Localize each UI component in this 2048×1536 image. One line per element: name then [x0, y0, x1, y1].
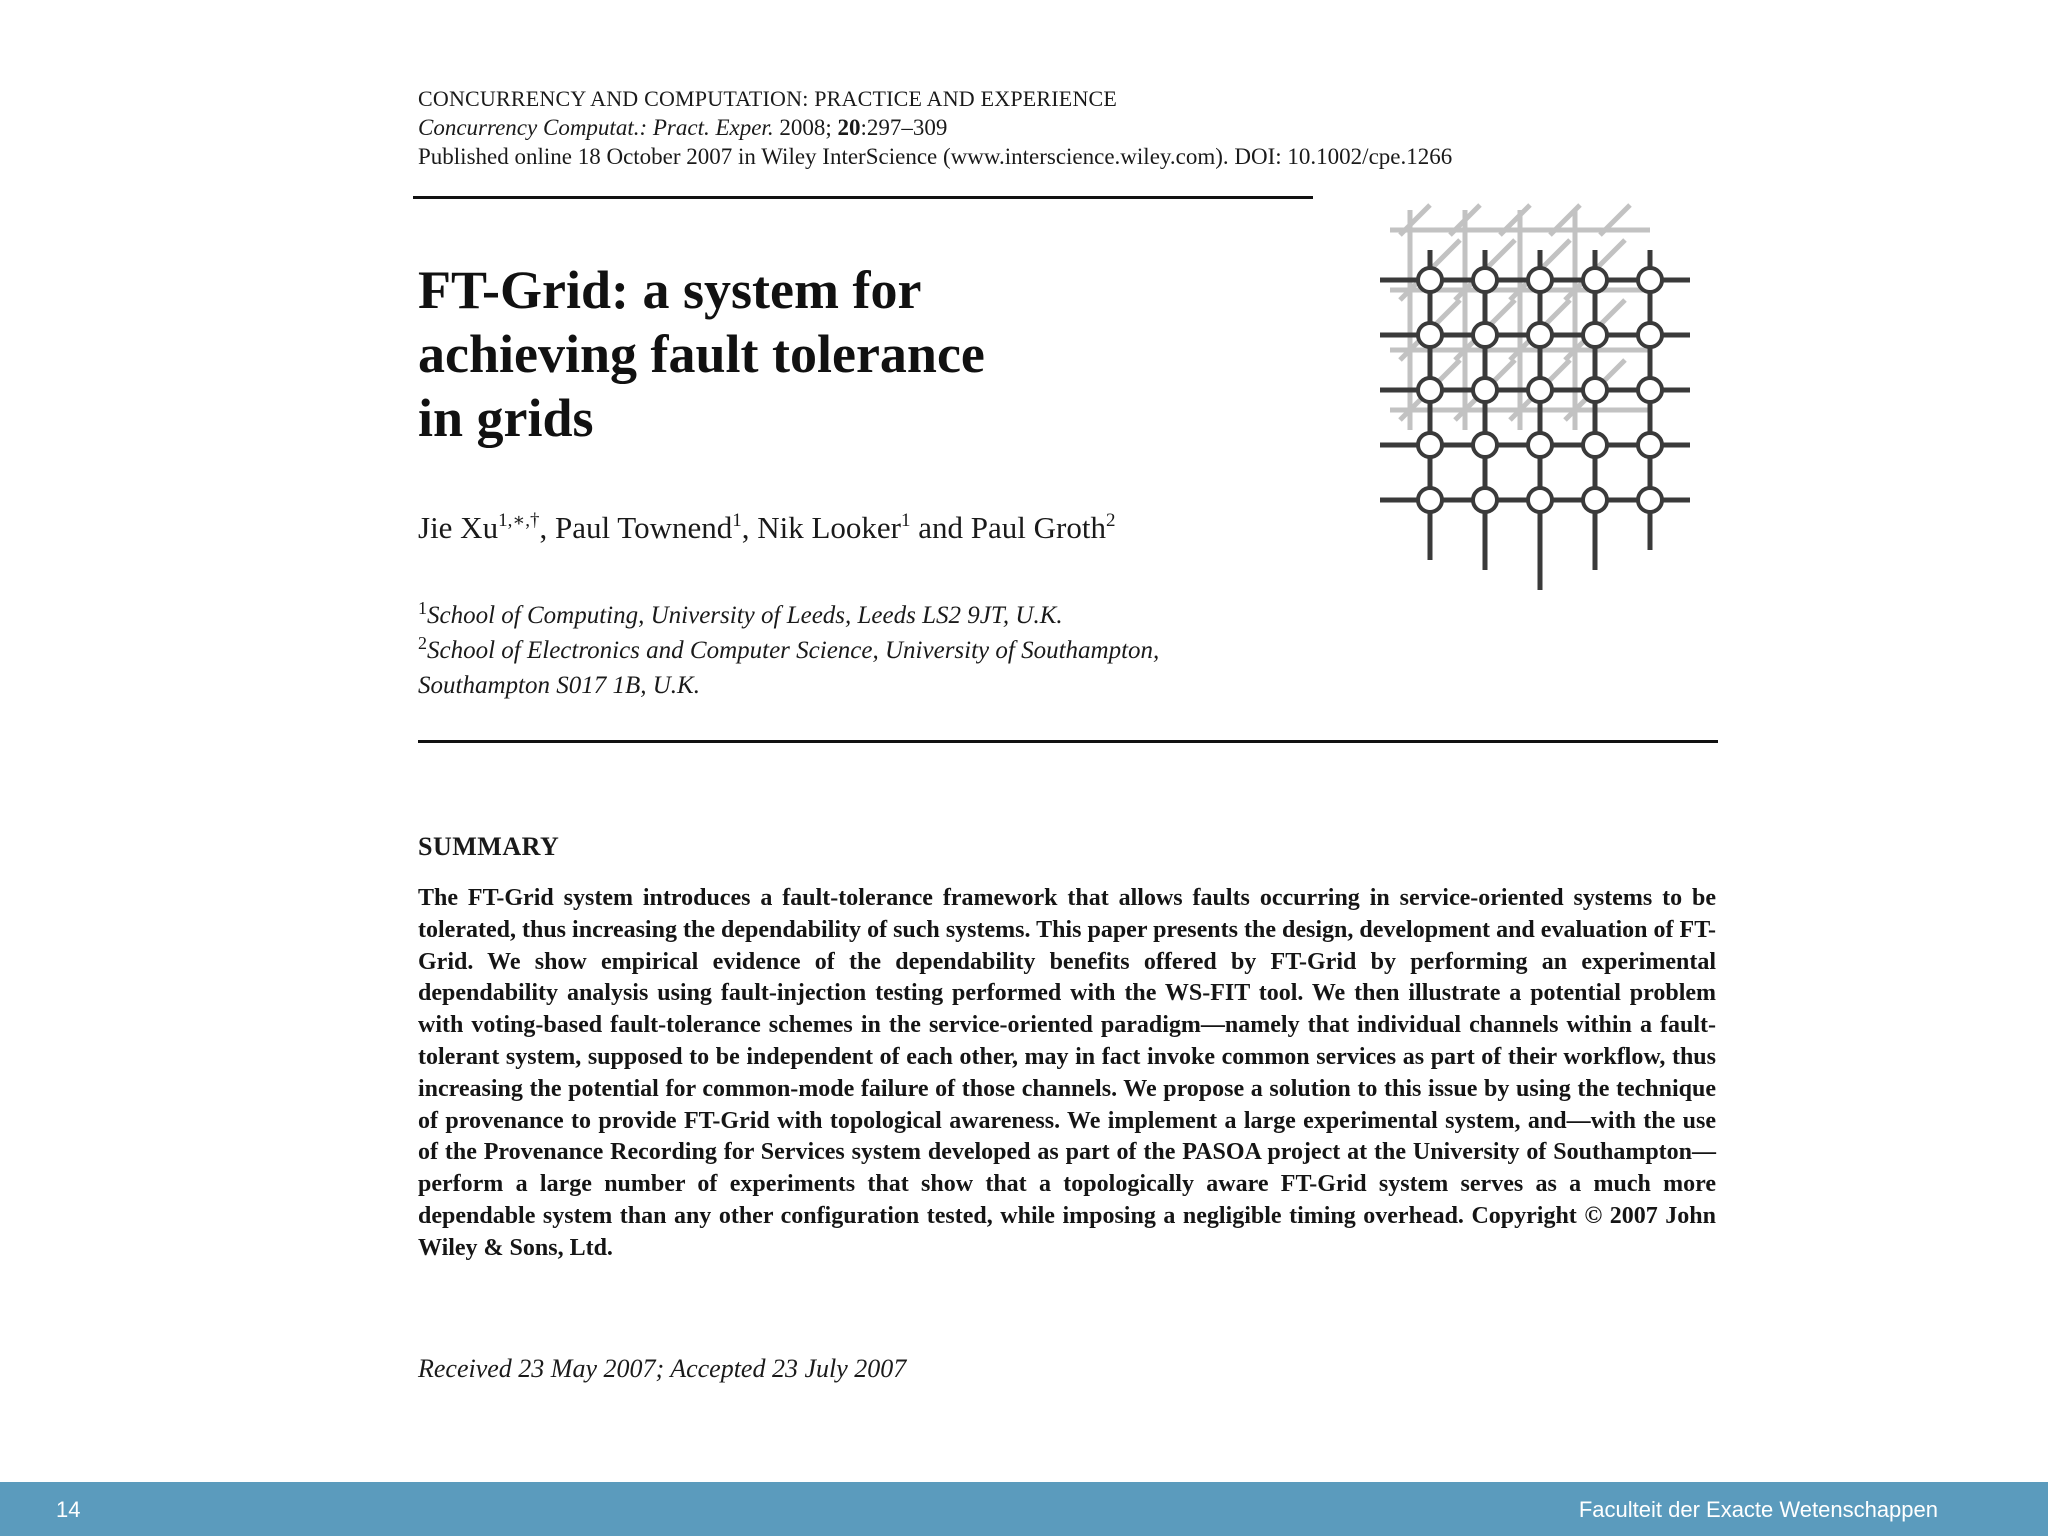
author-affiliation-mark: 2: [1105, 510, 1116, 531]
citation-journal: Concurrency Computat.: Pract. Exper.: [418, 115, 774, 140]
author-separator: and: [910, 510, 971, 545]
header-rule: [413, 196, 1313, 199]
affiliation: [418, 668, 1159, 703]
citation-volume: 20: [837, 115, 861, 140]
affiliation-text: School of Computing, University of Leeds, Leeds LS2 9JT, U.K.: [427, 602, 1063, 629]
slide-number: 14: [56, 1497, 81, 1522]
author-separator: ,: [539, 510, 555, 545]
citation-year: 2008;: [779, 115, 832, 140]
publication-info: Published online 18 October 2007 in Wiley InterScience (www.interscience.wiley.com). DOI: 10.1002/cpe.1266: [418, 144, 1453, 169]
affiliation: [418, 633, 1159, 668]
slide-footer: [0, 1482, 2048, 1536]
title-line: achieving fault tolerance: [418, 324, 985, 384]
author-affiliation-mark: 1,∗,†: [498, 510, 540, 531]
author-affiliation-mark: 1: [901, 510, 911, 531]
affiliation-mark: 2: [418, 633, 427, 653]
affiliation-mark: 1: [418, 598, 427, 618]
affiliation-text: School of Electronics and Computer Science, University of Southampton,: [427, 637, 1160, 664]
journal-name: CONCURRENCY AND COMPUTATION: PRACTICE AND EXPERIENCE: [418, 86, 1118, 111]
author-separator: ,: [741, 510, 758, 545]
submission-dates: Received 23 May 2007; Accepted 23 July 2007: [418, 1354, 907, 1383]
citation-pages: :297–309: [860, 115, 948, 140]
author-list: [418, 510, 1115, 546]
author-name: Nik Looker: [757, 510, 902, 545]
title-line: FT-Grid: a system for: [418, 260, 922, 320]
affiliation-text: Southampton S017 1B, U.K.: [418, 672, 700, 699]
affiliation-list: [418, 598, 1159, 703]
author-name: Jie Xu: [418, 510, 499, 545]
author-name: Paul Townend: [555, 510, 733, 545]
journal-header: [418, 84, 1718, 171]
section-rule: [418, 740, 1718, 743]
author-name: Paul Groth: [970, 510, 1106, 545]
affiliation: [418, 598, 1159, 633]
paper-title: [418, 258, 1138, 450]
faculty-name: Faculteit der Exacte Wetenschappen: [1578, 1497, 1938, 1522]
title-line: in grids: [418, 388, 594, 448]
summary-text: The FT-Grid system introduces a fault-tolerance framework that allows faults occurring in service-oriented systems to be tolerated, thus increasing the dependability of such systems. This paper presents the design, development and evaluation of FT-Grid. We show empirical evidence of the dependability benefits offered by FT-Grid by performing an experimental dependability analysis using fault-injection testing performed with the WS-FIT tool. We then illustrate a potential problem with voting-based fault-tolerance schemes in the service-oriented paradigm—namely that individual channels within a fault-tolerant system, supposed to be independent of each other, may in fact invoke common services as part of their workflow, thus increasing the potential for common-mode failure of those channels. We propose a solution to this issue by using the technique of provenance to provide FT-Grid with topological awareness. We implement a large experimental system, and—with the use of the Provenance Recording for Services system developed as part of the PASOA project at the University of Southampton—perform a large number of experiments that show that a topologically aware FT-Grid system serves as a much more dependable system than any other configuration tested, while imposing a negligible timing overhead. Copyright © 2007 John Wiley & Sons, Ltd.: [418, 885, 1716, 1261]
summary-heading: SUMMARY: [418, 832, 560, 861]
journal-citation: [418, 113, 1718, 142]
author-affiliation-mark: 1: [732, 510, 742, 531]
grid-lattice-logo-icon: [1370, 190, 1700, 600]
